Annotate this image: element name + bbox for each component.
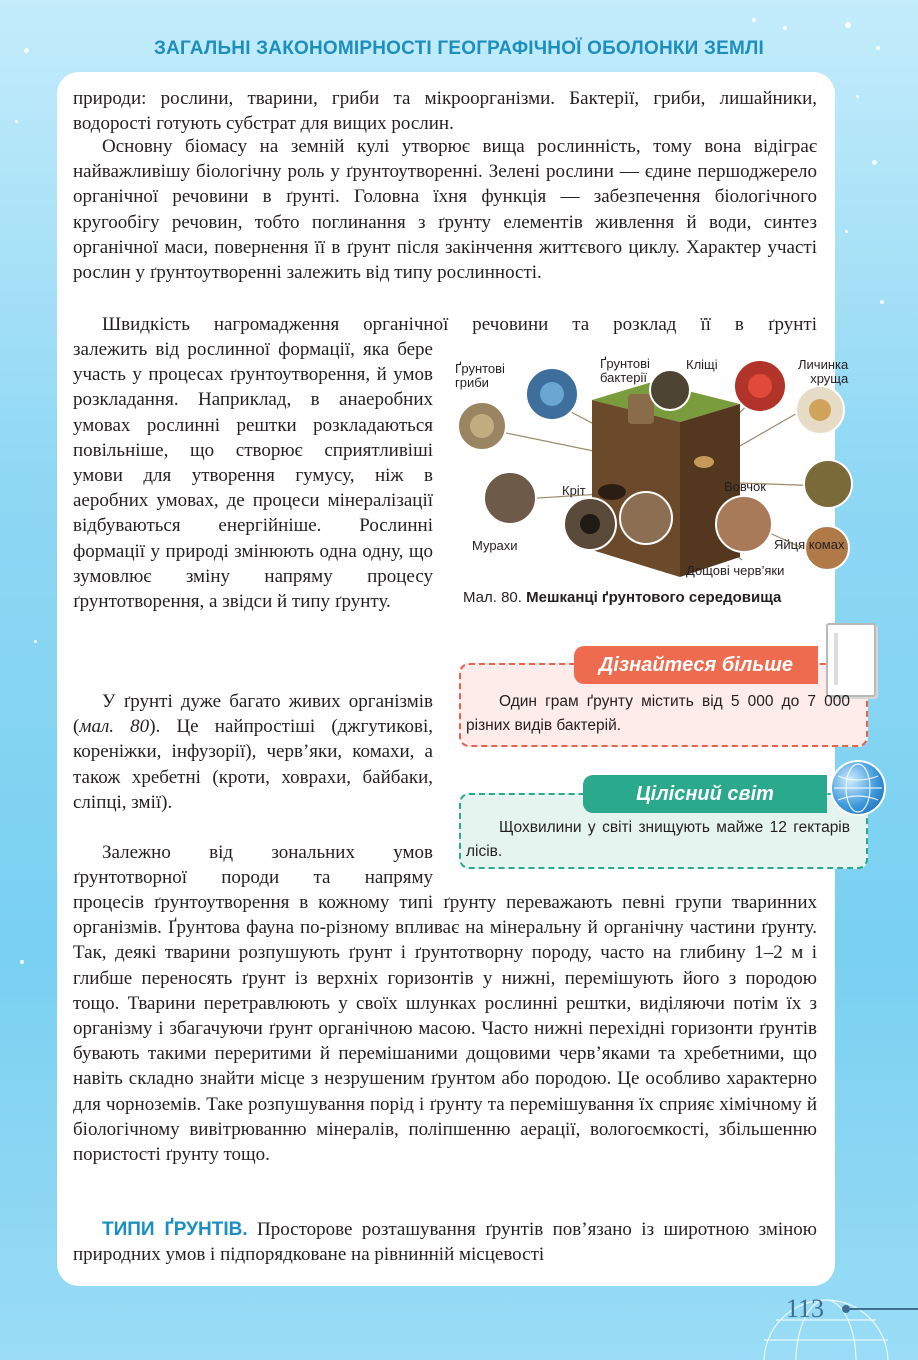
- chapter-header: ЗАГАЛЬНІ ЗАКОНОМІРНОСТІ ГЕОГРАФІЧНОЇ ОБОЛОНКИ ЗЕМЛІ: [153, 38, 765, 59]
- label-soil-bacteria: Ґрунтові бактерії: [600, 356, 650, 385]
- paragraph-5-start: Залежно від зональних умов ґрунтотворної породи та напряму: [73, 842, 433, 889]
- page-number-globe: [756, 1290, 896, 1360]
- info-box-2-text: Щохвилини у світі знищують майже 12 гектарів лісів.: [466, 819, 850, 860]
- label-beetle-larva: Личинка хруща: [798, 357, 849, 386]
- paragraph-4-part-a: У ґрунті дуже багато живих організмів (: [73, 691, 433, 738]
- label-insect-eggs: Яйця комах: [774, 537, 845, 552]
- section-heading: ТИПИ ҐРУНТІВ.: [102, 1219, 248, 1240]
- globe-icon: [830, 760, 886, 816]
- info-box-1-text: Один грам ґрунту містить від 5 000 до 7 000 різних видів бактерій.: [466, 693, 850, 734]
- info-box-2-title: Цілісний світ: [583, 775, 827, 813]
- figure-caption: [463, 589, 781, 606]
- soil-inhabitants-figure: [452, 352, 867, 588]
- paragraph-5-rest: процесів ґрунтоутворення в кожному типі ґрунту переважають певні групи тваринних організмів. Ґрунтова фауна по-різному впливає на мінеральну й органічну частини ґрунту. Так, деякі тварини розпушують ґрунт і ґрунтотворну породу, часто на глибину 1–2 м і глибше переносять ґрунт із верхніх горизонтів у нижні, перемішують його з породою тощо. Тварини перетравлюють у своїх шлунках рослинні рештки, виділяючи потім їх з організму і збагачуючи ґрунт органічною масою. Часто нижні перехідні горизонти ґрунтів бувають такими переритими й перемішаними дощовими черв’яками та хребетними, що навіть складно знайти місце з незрушеним ґрунтом або породою. Це особливо характерно для чорноземів. Таке розпушування порід і ґрунту та перемішування їх сприяє хімічному й біологічному вивітрюванню мінералів, поліпшенню аерації, вологоємкості, збільшенню пористості ґрунту тощо.: [73, 892, 817, 1166]
- caption-title: Мешканці ґрунтового середовища: [526, 589, 782, 606]
- figure-reference: мал. 80: [79, 716, 150, 738]
- paragraph-6: [73, 1217, 817, 1267]
- caption-prefix: Мал. 80.: [463, 589, 522, 606]
- label-earthworms: Дощові черв’яки: [686, 563, 785, 578]
- paragraph-3-rest: залежить від рослинної формації, яка бере участь у процесах ґрунтоутворення, й умов розкладання. Наприклад, в анаеробних умовах рослинні рештки розкладаються повільніше, що створює сприятливіші умови для утворення гумусу, ніж в аеробних умовах, де процеси мінералізації відбуваються енергійніше. Рослинні формації у природі змінюють одна одну, що зумовлює зміну напряму процесу ґрунтотворення, а звідси й типу ґрунту.: [73, 339, 433, 613]
- page-number: 113: [786, 1294, 825, 1323]
- book-icon: [826, 623, 876, 697]
- label-mites: Кліщі: [686, 357, 718, 372]
- paragraph-4-part-b: ). Це найпростіші (джгутикові, кореніжки, інфузорії), черв’яки, комахи, а також хребетні (кроти, ховрахи, байбаки, сліпці, змії).: [73, 716, 433, 813]
- page-number-rule: [850, 1308, 918, 1310]
- paragraph-4: [73, 689, 433, 815]
- paragraph-3-first-line: Швидкість нагромадження органічної речовини та розклад її в ґрунті: [102, 314, 817, 335]
- label-ants: Мурахи: [472, 538, 518, 553]
- page-number-dot: [842, 1305, 850, 1313]
- paragraph-6-text: Просторове розташування ґрунтів пов’язано із широтною зміною природних умов і підпорядковане на рівнинній місцевості: [73, 1219, 817, 1266]
- label-soil-fungi: Ґрунтові гриби: [455, 361, 505, 390]
- label-mole-rat: Вовчок: [724, 479, 766, 494]
- info-box-1-title: Дізнайтеся більше: [574, 646, 818, 684]
- paragraph-1: природи: рослини, тварини, гриби та мікроорганізми. Бактерії, гриби, лишайники, водорості готують субстрат для вищих рослин.: [73, 88, 817, 135]
- label-mole: Кріт: [562, 483, 586, 498]
- paragraph-2: Основну біомасу на земній кулі утворює вища рослинність, тому вона відіграє найважливішу біологічну роль у ґрунтоутворенні. Зелені рослини — єдине першоджерело органічної речовини в ґрунті. Головна їхня функція — забезпечення біологічного кругообігу речовин, тобто поглинання з ґрунту елементів живлення й води, синтез органічної маси, повернення її в ґрунт після закінчення життєвого циклу. Характер участі рослин у ґрунтоутворенні залежить від типу рослинності.: [73, 136, 817, 284]
